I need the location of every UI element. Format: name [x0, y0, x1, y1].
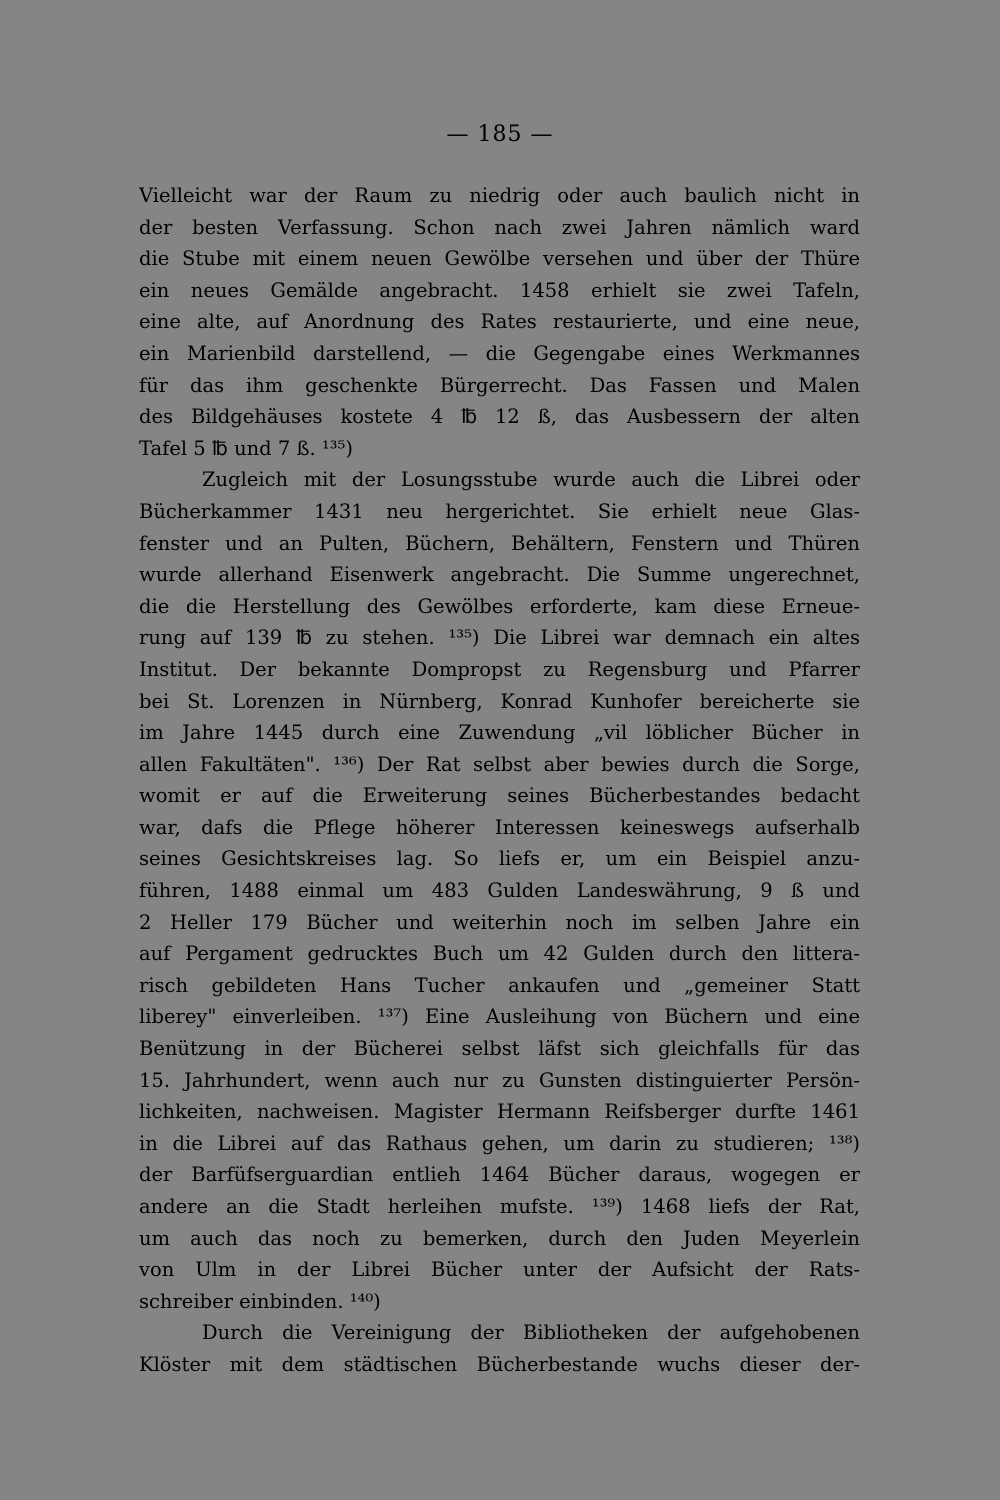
text-line: der besten Verfassung. Schon nach zwei Jahren nämlich ward [139, 215, 860, 239]
text-line: bei St. Lorenzen in Nürnberg, Konrad Kunhofer bereicherte sie [139, 689, 860, 713]
text-line: ein neues Gemälde angebracht. 1458 erhielt sie zwei Tafeln, [139, 278, 860, 302]
text-line: womit er auf die Erweiterung seines Bücherbestandes bedacht [139, 784, 860, 808]
text-line: seines Gesichtskreises lag. So liefs er, um ein Beispiel anzu- [139, 847, 860, 871]
page-number: — 185 — [446, 122, 554, 147]
text-line: Vielleicht war der Raum zu niedrig oder auch baulich nicht in [139, 184, 860, 207]
text-line: um auch das noch zu bemerken, durch den Juden Meyerlein [139, 1226, 860, 1250]
text-line: eine alte, auf Anordnung des Rates restaurierte, und eine neue, [139, 310, 860, 334]
text-line: Institut. Der bekannte Dompropst zu Regensburg und Pfarrer [139, 657, 860, 681]
text-line: 2 Heller 179 Bücher und weiterhin noch im selben Jahre ein [139, 910, 860, 934]
text-line: lichkeiten, nachweisen. Magister Hermann Reifsberger durfte 1461 [139, 1100, 860, 1124]
text-line: war, dafs die Pflege höherer Interessen keineswegs aufserhalb [139, 815, 860, 839]
text-line: im Jahre 1445 durch eine Zuwendung „vil löblicher Bücher in [139, 721, 860, 745]
text-line: wurde allerhand Eisenwerk angebracht. Die Summe ungerechnet, [139, 563, 860, 587]
text-line: Zugleich mit der Losungsstube wurde auch die Librei oder [202, 468, 860, 492]
text-line: Durch die Vereinigung der Bibliotheken der aufgehobenen [202, 1321, 860, 1345]
body-text [139, 180, 860, 1381]
text-line: ein Marienbild darstellend, — die Gegengabe eines Werkmannes [139, 341, 860, 365]
text-line: schreiber einbinden. ¹⁴⁰) [139, 1289, 381, 1313]
text-line: von Ulm in der Librei Bücher unter der Aufsicht der Rats- [139, 1258, 860, 1282]
text-line: andere an die Stadt herleihen mufste. ¹³⁹) 1468 liefs der Rat, [139, 1195, 860, 1218]
text-line: rung auf 139 ℔ zu stehen. ¹³⁵) Die Librei war demnach ein altes [139, 626, 860, 650]
text-line: die die Herstellung des Gewölbes erforderte, kam diese Erneue- [139, 594, 860, 618]
text-line: Tafel 5 ℔ und 7 ß. ¹³⁵) [139, 436, 353, 460]
text-line: für das ihm geschenkte Bürgerrecht. Das Fassen und Malen [139, 373, 860, 397]
text-line: Bücherkammer 1431 neu hergerichtet. Sie erhielt neue Glas- [139, 499, 860, 523]
text-line: allen Fakultäten". ¹³⁶) Der Rat selbst aber bewies durch die Sorge, [139, 752, 860, 776]
text-line: des Bildgehäuses kostete 4 ℔ 12 ß, das Ausbessern der alten [139, 405, 860, 429]
text-line: Benützung in der Bücherei selbst läfst sich gleichfalls für das [139, 1037, 860, 1061]
text-line: liberey" einverleiben. ¹³⁷) Eine Ausleihung von Büchern und eine [139, 1005, 860, 1029]
text-line: in die Librei auf das Rathaus gehen, um darin zu studieren; ¹³⁸) [139, 1131, 860, 1155]
text-line: auf Pergament gedrucktes Buch um 42 Gulden durch den littera- [139, 942, 860, 966]
text-line: führen, 1488 einmal um 483 Gulden Landeswährung, 9 ß und [139, 879, 860, 903]
text-line: die Stube mit einem neuen Gewölbe versehen und über der Thüre [139, 247, 860, 271]
text-line: Klöster mit dem städtischen Bücherbestande wuchs dieser der- [139, 1352, 860, 1376]
text-line: risch gebildeten Hans Tucher ankaufen und „gemeiner Statt [139, 973, 860, 997]
text-line: 15. Jahrhundert, wenn auch nur zu Gunsten distinguierter Persön- [139, 1068, 860, 1092]
text-line: fenster und an Pulten, Büchern, Behältern, Fenstern und Thüren [139, 531, 860, 555]
text-line: der Barfüfserguardian entlieh 1464 Bücher daraus, wogegen er [139, 1163, 860, 1187]
